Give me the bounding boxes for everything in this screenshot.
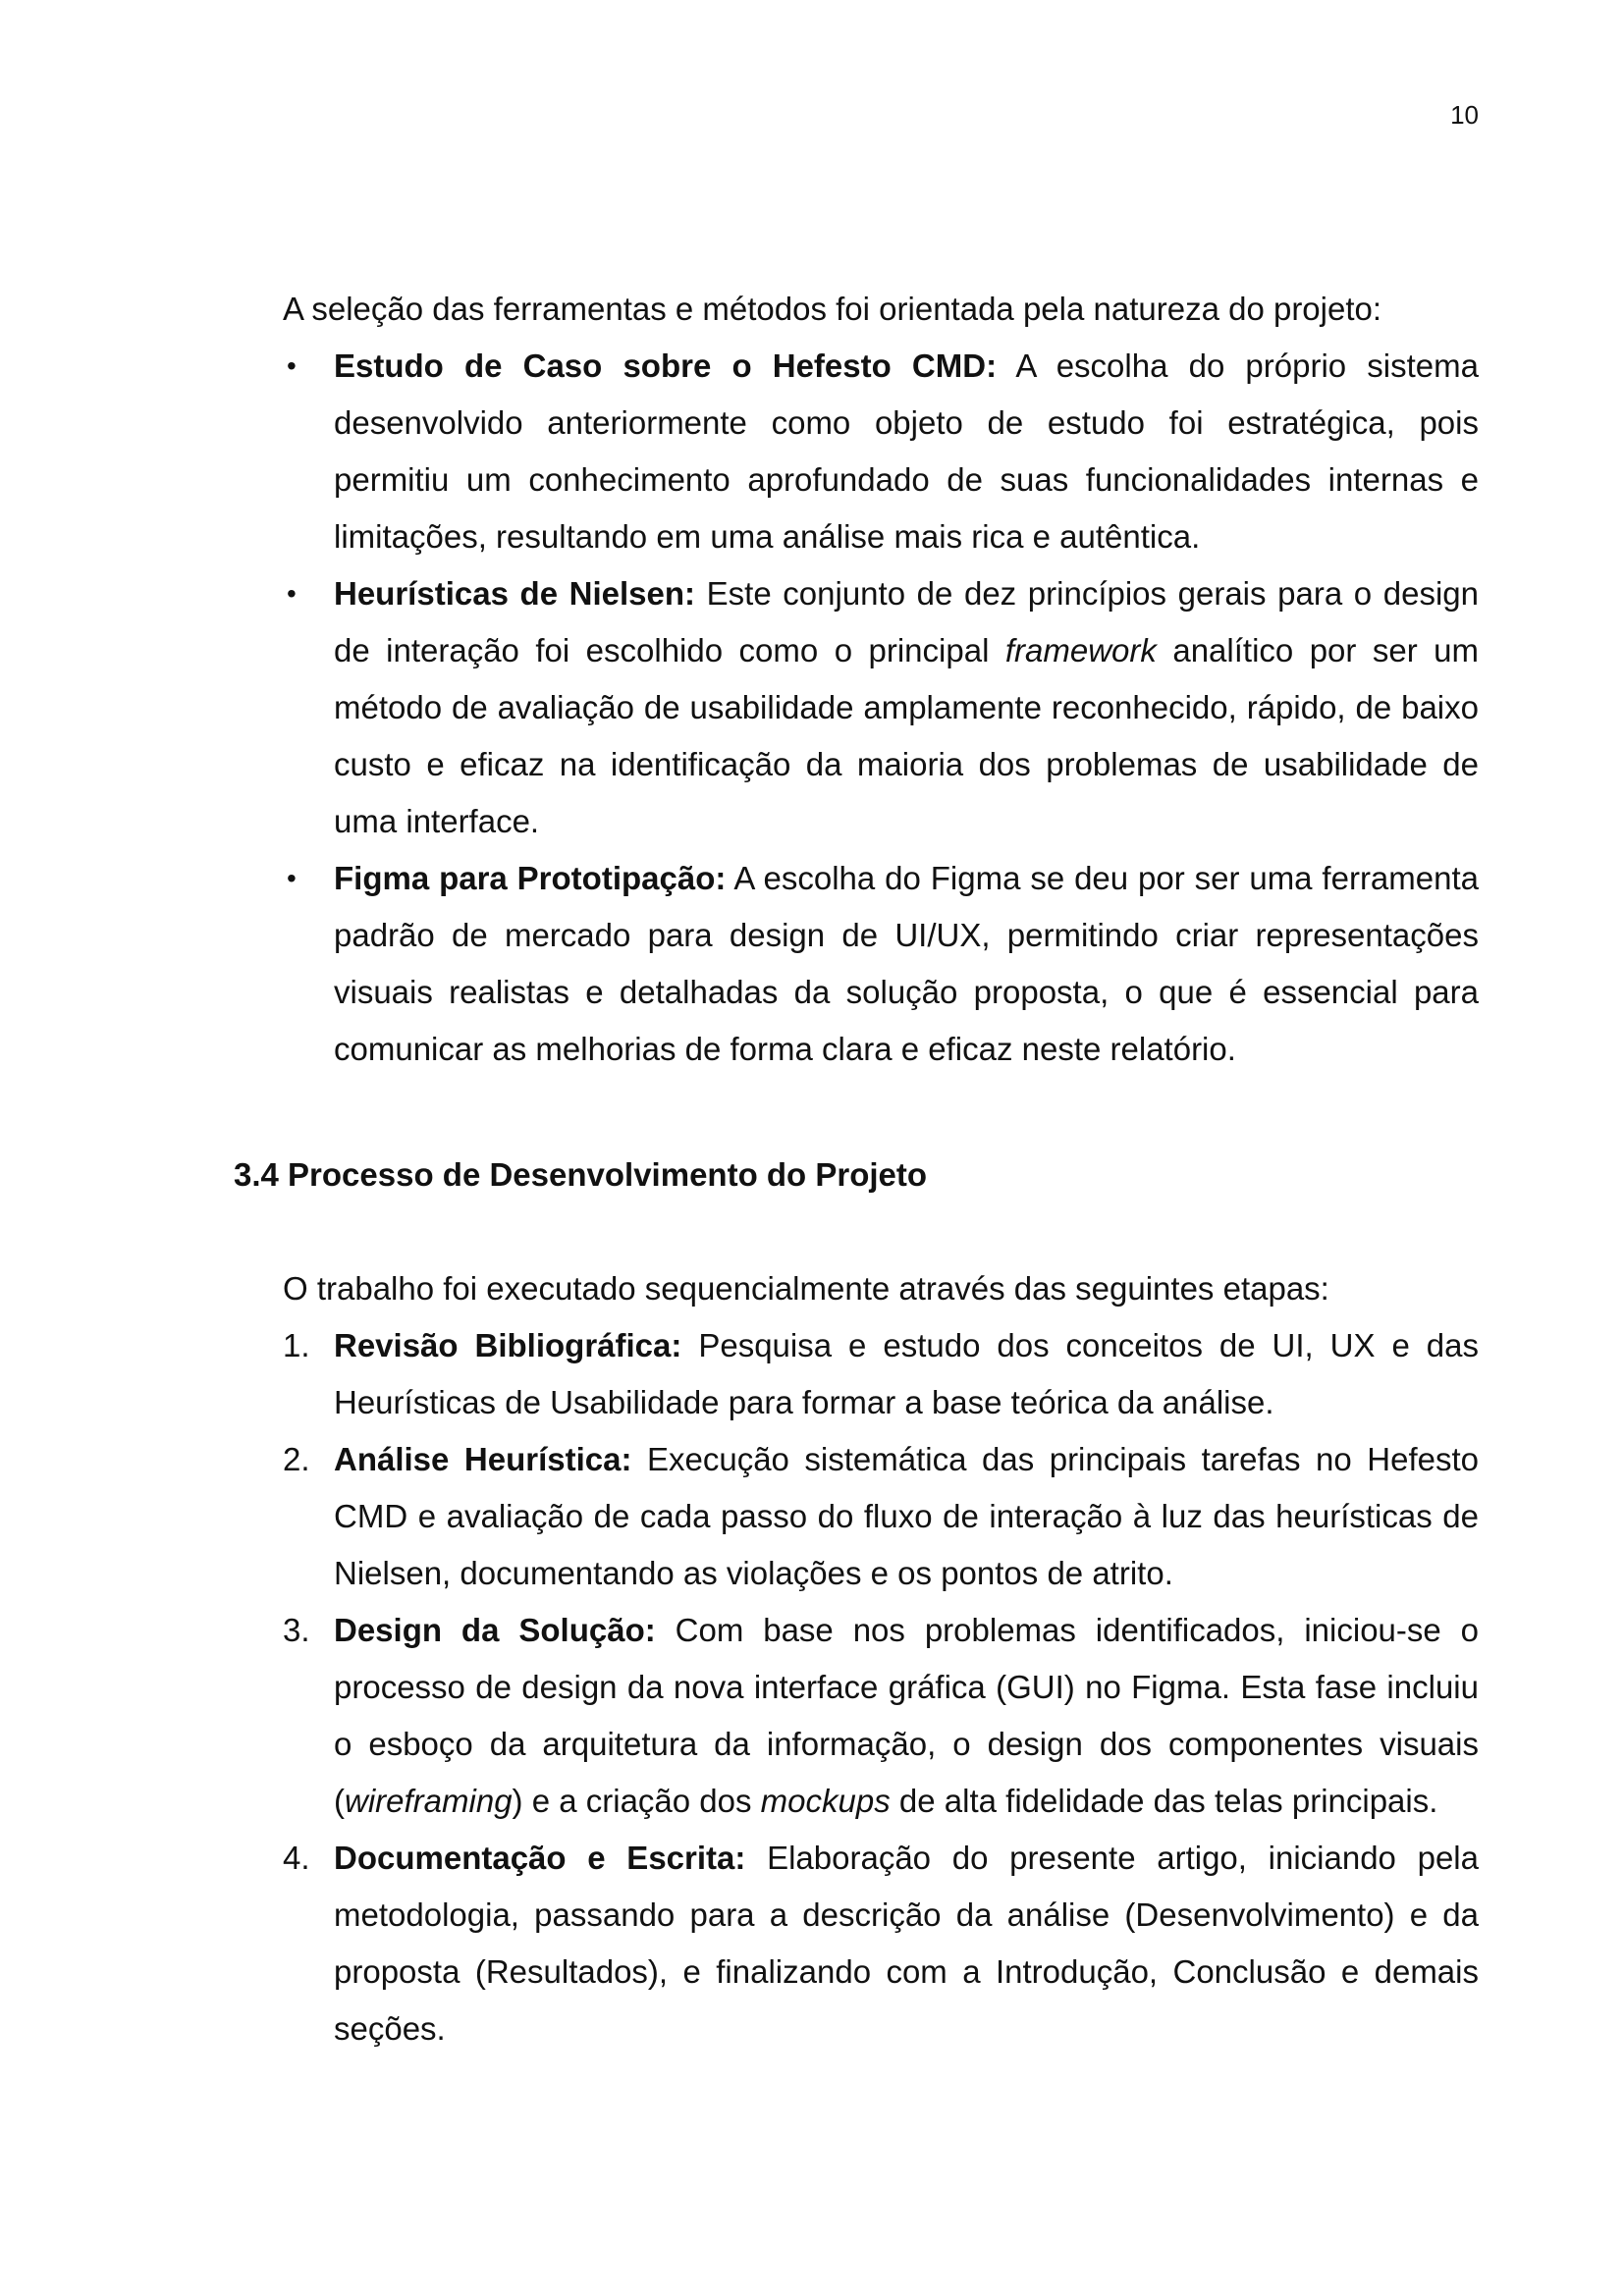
- step-number: 3.: [283, 1612, 310, 1648]
- bullet-icon: •: [287, 578, 297, 609]
- step-text: Execução sistemática das principais tarefas no Hefesto CMD e avaliação de cada passo do fluxo de interação à luz das heurísticas de Nielsen, documentando as violações e os pontos de atrito.: [334, 1441, 1479, 1591]
- tools-bullet-list: [283, 338, 1479, 1078]
- step-text: Com base nos problemas identificados, iniciou-se o processo de design da nova interface gráfica (GUI) no Figma. Esta fase incluiu o esboço da arquitetura da informação, o design dos componentes visuais (: [334, 1612, 1480, 1819]
- step-italic-term: wireframing: [345, 1783, 513, 1819]
- bullet-text: A escolha do Figma se deu por ser uma ferramenta padrão de mercado para design de UI/UX, permitindo criar representações visuais realistas e detalhadas da solução proposta, o que é essencial para comunicar as melhorias de forma clara e eficaz neste relatório.: [334, 860, 1480, 1067]
- step-title: Revisão Bibliográfica:: [334, 1327, 682, 1363]
- bullet-title: Figma para Prototipação:: [334, 860, 727, 896]
- bullet-icon: •: [287, 863, 297, 893]
- process-intro-paragraph: O trabalho foi executado sequencialmente através das seguintes etapas:: [283, 1270, 1329, 1307]
- section-intro-paragraph: A seleção das ferramentas e métodos foi orientada pela natureza do projeto:: [283, 291, 1382, 327]
- step-text: Elaboração do presente artigo, iniciando pela metodologia, passando para a descrição da análise (Desenvolvimento) e da proposta (Resultados), e finalizando com a Introdução, Conclusão e demais seções.: [334, 1840, 1479, 2047]
- process-steps-list: [283, 1317, 1479, 2057]
- list-item: [283, 565, 1479, 850]
- step-title: Análise Heurística:: [334, 1441, 632, 1477]
- list-item: [283, 1602, 1479, 1830]
- step-number: 4.: [283, 1840, 310, 1876]
- bullet-italic-term: framework: [1004, 632, 1157, 668]
- step-text: Pesquisa e estudo dos conceitos de UI, UX e das Heurísticas de Usabilidade para formar a base teórica da análise.: [334, 1327, 1479, 1420]
- list-item: [283, 1431, 1479, 1602]
- bullet-text-continued: analítico por ser um método de avaliação de usabilidade amplamente reconhecido, rápido, de baixo custo e eficaz na identificação da maioria dos problemas de usabilidade de uma interface.: [334, 632, 1479, 839]
- bullet-icon: •: [287, 350, 297, 381]
- step-number: 1.: [283, 1327, 310, 1363]
- list-item: [283, 338, 1479, 565]
- bullet-text: A escolha do próprio sistema desenvolvido anteriormente como objeto de estudo foi estratégica, pois permitiu um conhecimento aprofundado de suas funcionalidades internas e limitações, resultando em uma análise mais rica e autêntica.: [334, 347, 1479, 555]
- list-item: [283, 1317, 1479, 1431]
- bullet-title: Estudo de Caso sobre o Hefesto CMD:: [334, 347, 998, 384]
- step-italic-term: mockups: [760, 1783, 891, 1819]
- step-title: Documentação e Escrita:: [334, 1840, 746, 1876]
- page-number: 10: [1450, 100, 1479, 130]
- list-item: [283, 1830, 1479, 2057]
- step-text-continued: ) e a criação dos: [512, 1783, 761, 1819]
- list-item: [283, 850, 1479, 1078]
- step-number: 2.: [283, 1441, 310, 1477]
- step-title: Design da Solução:: [334, 1612, 656, 1648]
- section-heading: 3.4 Processo de Desenvolvimento do Projeto: [234, 1156, 928, 1193]
- step-text-end: de alta fidelidade das telas principais.: [890, 1783, 1438, 1819]
- bullet-title: Heurísticas de Nielsen:: [334, 575, 696, 612]
- bullet-text: Este conjunto de dez princípios gerais para o design de interação foi escolhido como o principal: [334, 575, 1479, 668]
